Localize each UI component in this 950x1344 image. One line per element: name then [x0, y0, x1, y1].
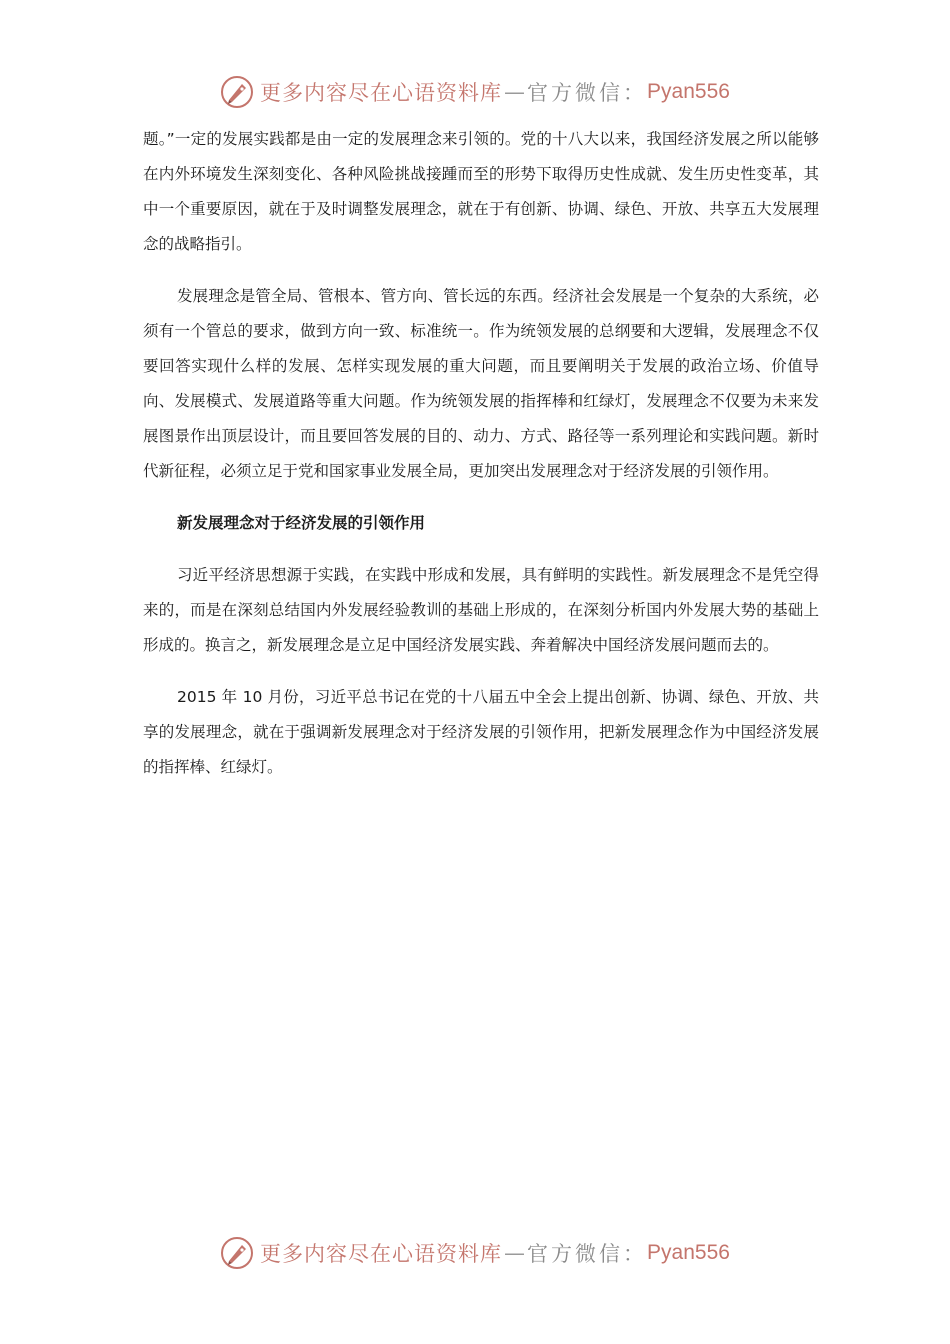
banner-text: 更多内容尽在心语资料库 [260, 81, 503, 105]
banner-wechat-id: Pyan556 [647, 1241, 730, 1264]
banner-separator: — [504, 1241, 526, 1265]
paragraph-1: 题。”一定的发展实践都是由一定的发展理念来引领的。党的十八大以来，我国经济发展之所以能够在内外环境发生深刻变化、各种风险挑战接踵而至的形势下取得历史性成就、发生历史性变革，其中一个重要原因，就在于及时调整发展理念，就在于有创新、协调、绿色、开放、共享五大发展理念的战略指引。 [143, 130, 819, 253]
banner-text: 更多内容尽在心语资料库 [260, 1242, 503, 1266]
footer-banner [0, 1233, 950, 1273]
banner-separator: — [504, 80, 526, 104]
section-heading: 新发展理念对于经济发展的引领作用 [177, 514, 426, 532]
pen-nib-logo-icon [220, 75, 254, 109]
paragraph-2: 发展理念是管全局、管根本、管方向、管长远的东西。经济社会发展是一个复杂的大系统，必须有一个管总的要求，做到方向一致、标准统一。作为统领发展的总纲要和大逻辑，发展理念不仅要回答实现什么样的发展、怎样实现发展的重大问题，而且要阐明关于发展的政治立场、价值导向、发展模式、发展道路等重大问题。作为统领发展的指挥棒和红绿灯，发展理念不仅要为未来发展图景作出顶层设计，而且要回答发展的目的、动力、方式、路径等一系列理论和实践问题。新时代新征程，必须立足于党和国家事业发展全局，更加突出发展理念对于经济发展的引领作用。 [143, 287, 819, 480]
header-banner [0, 72, 950, 112]
paragraph-3: 习近平经济思想源于实践，在实践中形成和发展，具有鲜明的实践性。新发展理念不是凭空得来的，而是在深刻总结国内外发展经验教训的基础上形成的，在深刻分析国内外发展大势的基础上形成的。换言之，新发展理念是立足中国经济发展实践、奔着解决中国经济发展问题而去的。 [143, 566, 819, 654]
banner-label: 官方微信： [527, 1242, 648, 1266]
paragraph-4: 2015 年 10 月份，习近平总书记在党的十八届五中全会上提出创新、协调、绿色、开放、共享的发展理念，就在于强调新发展理念对于经济发展的引领作用，把新发展理念作为中国经济发展的指挥棒、红绿灯。 [143, 688, 819, 776]
pen-nib-logo-icon [220, 1236, 254, 1270]
document-body [143, 122, 819, 802]
banner-label: 官方微信： [527, 81, 648, 105]
banner-wechat-id: Pyan556 [647, 80, 730, 103]
